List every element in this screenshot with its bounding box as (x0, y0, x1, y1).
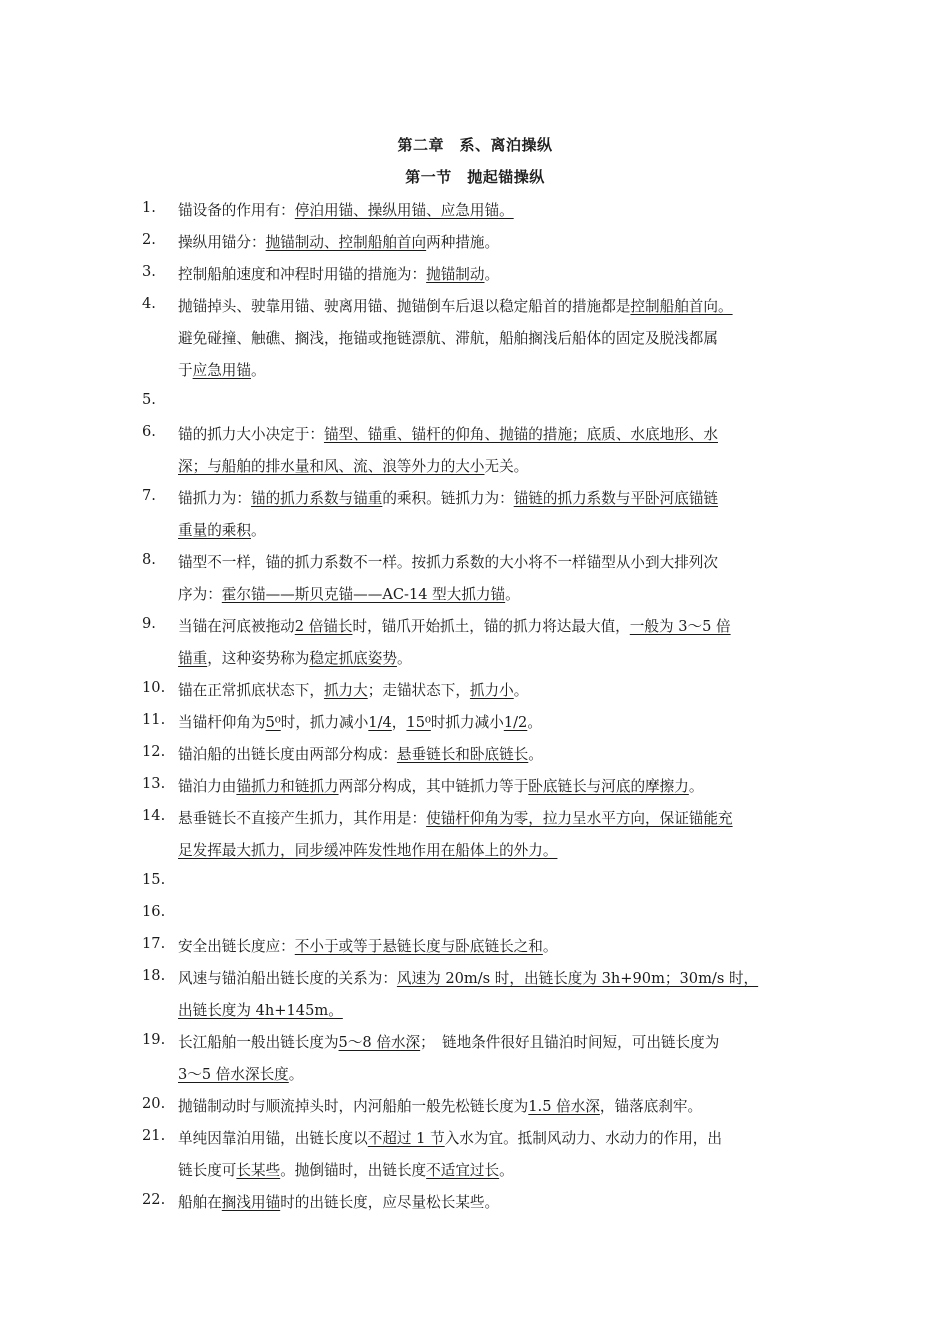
question-text: 单纯因靠泊用锚，出链长度以 (178, 1130, 368, 1147)
answer-text: 5⁰ (265, 714, 281, 731)
item-number: 3. (142, 263, 156, 280)
question-text: 。 (513, 682, 529, 699)
item-text-line (178, 967, 758, 988)
answer-text: 悬垂链长和卧底链长 (396, 746, 529, 763)
item-text-line (178, 519, 266, 540)
answer-text: 控制船舶首向。 (630, 298, 733, 315)
question-text: 控制船舶速度和冲程时用锚的措施为： (178, 266, 427, 283)
answer-text: 锚链的抓力系数与平卧河底锚链 (513, 490, 719, 507)
item-text-line (178, 231, 499, 252)
item-number: 7. (142, 487, 156, 504)
item-number: 8. (142, 551, 156, 568)
item-number: 6. (142, 423, 156, 440)
item-number: 11. (142, 711, 166, 728)
question-text: 长江船舶一般出链长度为 (178, 1034, 339, 1051)
question-text: 锚在正常抓底状态下， (178, 682, 324, 699)
question-text: 时抓力减小 (430, 714, 504, 731)
item-number: 4. (142, 295, 156, 312)
item-text-line (178, 1095, 702, 1116)
item-text-line (178, 1063, 303, 1084)
item-text-line (178, 487, 718, 508)
question-text: 时的出链长度，应尽量松长某些。 (280, 1194, 500, 1211)
question-text: 。 (688, 778, 704, 795)
item-text-line (178, 775, 703, 796)
item-text-line (178, 999, 343, 1020)
question-text: 无关。 (484, 458, 529, 475)
answer-text: 1.5 倍水深 (528, 1098, 600, 1115)
answer-text: 抛锚制动 (426, 266, 485, 283)
item-number: 10. (142, 679, 166, 696)
answer-text: 一般为 3～5 倍 (629, 618, 731, 635)
question-text: 。 (542, 938, 558, 955)
question-text: 锚抓力为： (178, 490, 251, 507)
answer-text: 稳定抓底姿势 (309, 650, 397, 667)
question-text: 锚泊船的出链长度由两部分构成： (178, 746, 397, 763)
answer-text: 停泊用锚、操纵用锚、应急用锚。 (294, 202, 514, 219)
question-text: 。抛倒锚时，出链长度 (280, 1162, 427, 1179)
item-number: 19. (142, 1031, 166, 1048)
item-text-line (178, 679, 528, 700)
answer-text: 不超过 1 节 (367, 1130, 445, 1147)
answer-text: 1/4 (368, 714, 392, 731)
item-text-line (178, 711, 542, 732)
answer-text: 不小于或等于悬链长度与卧底链长之和 (294, 938, 543, 955)
question-text: ， (391, 714, 407, 731)
item-number: 14. (142, 807, 166, 824)
item-text-line (178, 1191, 499, 1212)
question-text: 锚的抓力大小决定于： (178, 426, 324, 443)
question-text: 。 (484, 266, 500, 283)
item-text-line (178, 615, 731, 636)
item-text-line (178, 1031, 719, 1052)
answer-text: 足发挥最大抓力，同步缓冲阵发性地作用在船体上的外力。 (178, 842, 558, 859)
question-text: 抛锚制动时与顺流掉头时，内河船舶一般先松链长度为 (178, 1098, 529, 1115)
item-number: 15. (142, 871, 166, 888)
question-text: 锚泊力由 (178, 778, 237, 795)
chapter-title: 第二章 系、离泊操纵 (397, 136, 553, 154)
answer-text: 5～8 倍水深 (338, 1034, 421, 1051)
question-text: 。 (396, 650, 412, 667)
question-text: 当锚杆仰角为 (178, 714, 266, 731)
answer-text: 锚抓力和链抓力 (236, 778, 339, 795)
answer-text: 3～5 倍水深长度 (178, 1066, 289, 1083)
question-text: ；走锚状态下， (367, 682, 470, 699)
question-text: 链长度可 (178, 1162, 237, 1179)
question-text: 。 (528, 746, 543, 763)
question-text: 悬垂链长不直接产生抓力，其作用是： (178, 810, 427, 827)
item-text-line (178, 743, 543, 764)
question-text: 于 (178, 362, 193, 379)
question-text: 两部分构成，其中链抓力等于 (338, 778, 529, 795)
question-text: 抛锚掉头、驶靠用锚、驶离用锚、抛锚倒车后退以稳定船首的措施都是 (178, 298, 631, 315)
question-text: 锚型不一样，锚的抓力系数不一样。按抓力系数的大小将不一样锚型从小到大排列次 (178, 554, 718, 571)
answer-text: 锚的抓力系数与锚重 (250, 490, 383, 507)
item-text-line (178, 647, 412, 668)
answer-text: 不适宜过长 (426, 1162, 500, 1179)
answer-text: 搁浅用锚 (221, 1194, 281, 1211)
item-text-line (178, 455, 528, 476)
answer-text: 霍尔锚——斯贝克锚——AC-14 型大抓力锚 (221, 586, 506, 603)
question-text: 避免碰撞、触礁、搁浅，拖锚或拖链漂航、滞航，船舶搁浅后船体的固定及脱浅都属 (178, 330, 718, 347)
item-number: 5. (142, 391, 156, 408)
item-text-line (178, 327, 718, 348)
item-number: 17. (142, 935, 166, 952)
answer-text: 长某些 (236, 1162, 281, 1179)
item-number: 12. (142, 743, 166, 760)
answer-text: 应急用锚 (192, 362, 251, 379)
question-text: 风速与锚泊船出链长度的关系为： (178, 970, 397, 987)
answer-text: 1/2 (503, 714, 528, 731)
item-text-line (178, 551, 718, 572)
answer-text: 重量的乘积 (178, 522, 251, 539)
question-text: 。 (505, 586, 520, 603)
answer-text: 2 倍锚长 (294, 618, 353, 635)
item-text-line (178, 807, 733, 828)
answer-text: 出链长度为 4h+145m。 (178, 1002, 343, 1019)
answer-text: 锚重 (178, 650, 208, 667)
item-text-line (178, 935, 557, 956)
item-text-line (178, 263, 499, 284)
answer-text: 15⁰ (406, 714, 431, 731)
item-number: 21. (142, 1127, 166, 1144)
section-title: 第一节 抛起锚操纵 (405, 168, 545, 186)
answer-text: 使锚杆仰角为零，拉力呈水平方向，保证锚能充 (426, 810, 733, 827)
question-text: 操纵用锚分： (178, 234, 266, 251)
answer-text: 锚型、锚重、锚杆的仰角、抛锚的措施；底质、水底地形、水 (323, 426, 718, 443)
item-number: 9. (142, 615, 156, 632)
item-number: 22. (142, 1191, 166, 1208)
item-text-line (178, 423, 718, 444)
answer-text: 抛锚制动、控制船舶首向 (265, 234, 427, 251)
item-text-line (178, 839, 557, 860)
item-number: 1. (142, 199, 156, 216)
question-text: 。 (527, 714, 542, 731)
question-text: 两种措施。 (426, 234, 500, 251)
item-number: 18. (142, 967, 166, 984)
question-text: 。 (288, 1066, 304, 1083)
question-text: 。 (499, 1162, 514, 1179)
question-text: 锚设备的作用有： (178, 202, 295, 219)
item-text-line (178, 295, 733, 316)
item-text-line (178, 1159, 514, 1180)
item-number: 2. (142, 231, 156, 248)
item-text-line (178, 199, 514, 220)
question-text: 。 (251, 362, 266, 379)
question-text: 安全出链长度应： (178, 938, 295, 955)
answer-text: 抓力小 (469, 682, 514, 699)
question-text: ； 链地条件很好且锚泊时间短，可出链长度为 (420, 1034, 720, 1051)
question-text: 当锚在河底被拖动 (178, 618, 295, 635)
question-text: 序为： (178, 586, 222, 603)
item-number: 20. (142, 1095, 166, 1112)
answer-text: 卧底链长与河底的摩擦力 (528, 778, 689, 795)
answer-text: 深；与船舶的排水量和风、流、浪等外力的大小 (178, 458, 485, 475)
question-text: 时，抓力减小 (280, 714, 369, 731)
question-text: 的乘积。链抓力为： (382, 490, 514, 507)
question-text: 入水为宜。抵制风动力、水动力的作用，出 (444, 1130, 722, 1147)
question-text: ，锚落底刹牢。 (599, 1098, 703, 1115)
question-text: 船舶在 (178, 1194, 222, 1211)
item-number: 16. (142, 903, 166, 920)
answer-text: 抓力大 (323, 682, 368, 699)
item-number: 13. (142, 775, 166, 792)
item-text-line (178, 1127, 722, 1148)
question-text: ，这种姿势称为 (207, 650, 310, 667)
answer-text: 风速为 20m/s 时，出链长度为 3h+90m；30m/s 时， (396, 970, 759, 987)
question-text: 时，锚爪开始抓土，锚的抓力将达最大值， (352, 618, 630, 635)
question-text: 。 (250, 522, 266, 539)
item-text-line (178, 583, 520, 604)
item-text-line (178, 359, 266, 380)
